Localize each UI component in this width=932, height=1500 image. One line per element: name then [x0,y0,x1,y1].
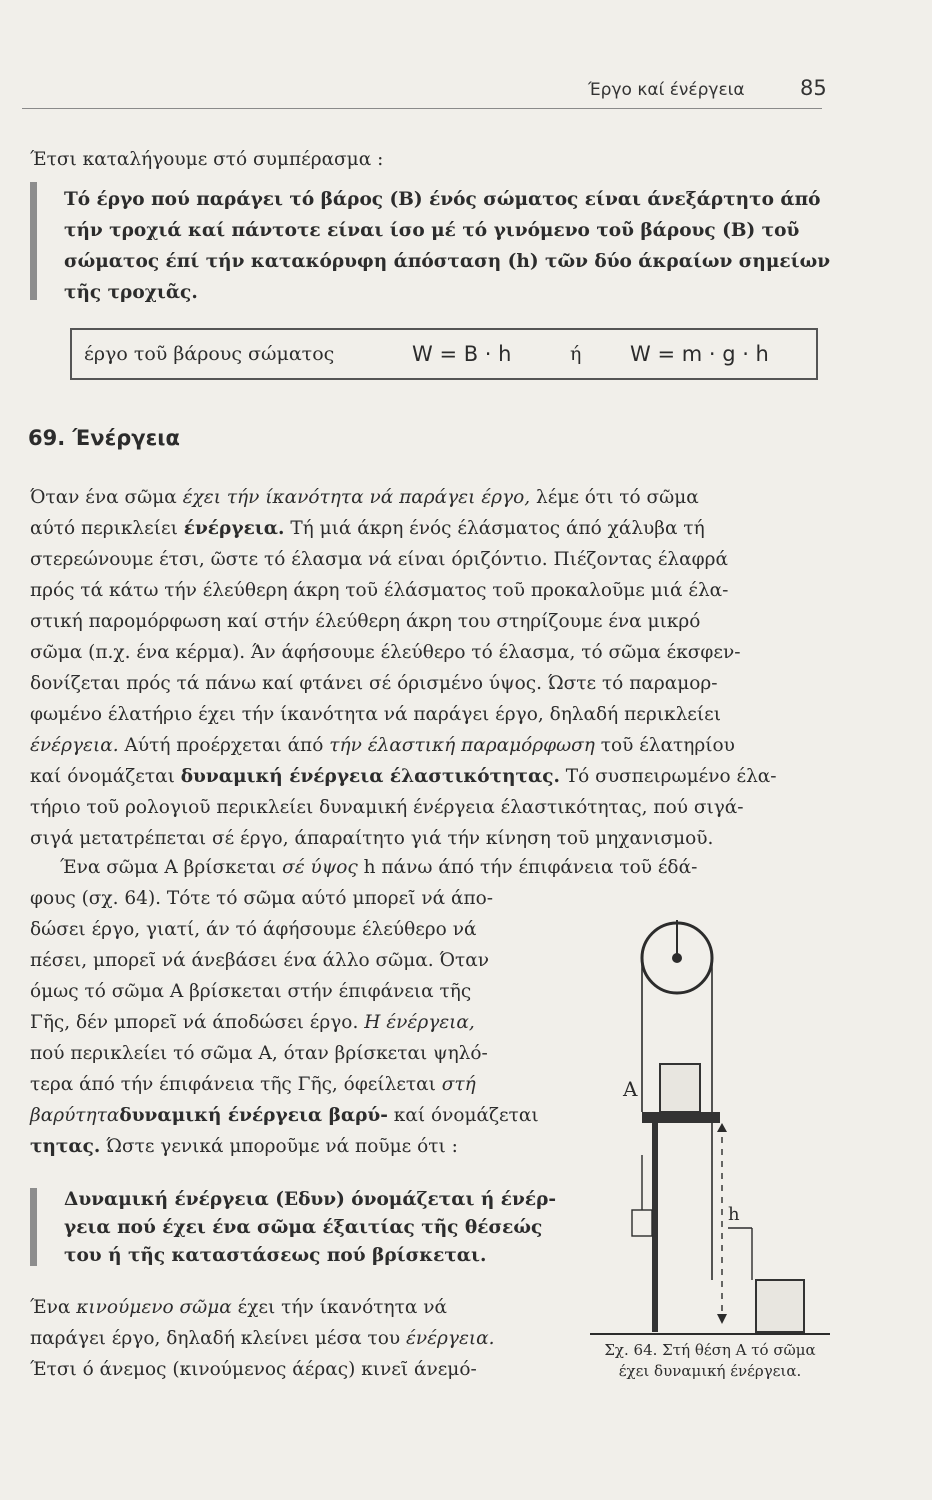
text-span: δυναμική ένέργεια βαρύ- [119,1105,388,1126]
text-span: σέ ύψος [282,857,358,878]
rule-highlight-bar [30,182,37,300]
text-line [30,1327,495,1351]
text-span: δώσει έργο, γιατί, άν τό άφήσουμε έλεύθερο νά [30,919,477,940]
formula-or: ή [570,343,582,365]
text-line [30,1104,539,1128]
text-line [30,949,489,973]
text-span: λέμε ότι τό σῶμα [530,487,699,508]
text-span: δυναμική ένέργεια έλαστικότητας. [180,766,560,787]
text-span: σῶμα (π.χ. ένα κέρμα). Άν άφήσουμε έλεύθερο τό έλασμα, τό σῶμα έκσφεν- [30,642,741,663]
text-line [30,1042,488,1066]
text-line [30,1135,458,1159]
header-rule [22,108,822,109]
caption-line: Σχ. 64. Στή θέση Α τό σῶμα [604,1341,816,1359]
caption-line: έχει δυναμική ένέργεια. [618,1362,802,1380]
text-span: τοῦ έλατηρίου [594,735,735,756]
text-span: ένέργεια. [405,1328,495,1349]
text-span: στή [441,1074,476,1095]
text-span: Όταν ένα σῶμα [30,487,183,508]
text-line [30,1073,476,1097]
text-span: πού περικλείει τό σῶμα Α, όταν βρίσκεται ψηλό- [30,1043,488,1064]
rule-line: τῆς τροχιᾶς. [64,282,198,303]
text-line [30,486,699,510]
block-b [756,1280,804,1332]
label-h: h [728,1204,740,1225]
text-span: όμως τό σῶμα Α βρίσκεται στήν έπιφάνεια τῆς [30,981,472,1002]
text-span: κινούμενο σῶμα [76,1297,232,1318]
formula-box [70,328,818,380]
text-span: ένέργεια. [30,735,119,756]
text-span: πέσει, μπορεῖ νά άνεβάσει ένα άλλο σῶμα. Όταν [30,950,489,971]
section-title: Ένέργεια [72,426,180,450]
height-arrow-down-icon [717,1314,727,1324]
text-span: έχει τήν ίκανότητα νά [231,1297,447,1318]
rule-line: Τό έργο πού παράγει τό βάρος (Β) ένός σώματος είναι άνεξάρτητο άπό [64,189,821,210]
rule-line: σώματος έπί τήν κατακόρυφη άπόσταση (h) τῶν δύο άκραίων σημείων [64,251,831,272]
text-span: Αύτή προέρχεται άπό [118,735,330,756]
rule-line: τήν τροχιά καί πάντοτε είναι ίσο μέ τό γινόμενο τοῦ βάρους (Β) τοῦ [64,220,800,241]
text-span: τήριο τοῦ ρολογιοῦ περικλείει δυναμική ένέργεια έλαστικότητας, πού σιγά- [30,797,744,818]
text-span: δονίζεται πρός τά πάνω καί φτάνει σέ όρισμένο ύψος. Ώστε τό παραμορ- [30,673,718,694]
text-span: Έτσι ό άνεμος (κινούμενος άέρας) κινεῖ άνεμό- [30,1359,477,1380]
text-line [30,1296,447,1320]
text-span: έχει τήν ίκανότητα νά παράγει έργο, [182,487,531,508]
intro-line: Έτσι καταλήγουμε στό συμπέρασμα : [30,149,384,170]
text-line [30,918,476,942]
text-span: τητας. [30,1136,101,1157]
text-line [30,1011,475,1035]
text-line [30,887,493,911]
text-line [30,610,700,634]
label-a: A [623,1077,638,1101]
text-line [30,517,705,541]
text-span: φους (σχ. 64). Τότε τό σῶμα αύτό μπορεῖ νά άπο- [30,888,494,909]
text-line [30,579,728,603]
running-header: Έργο καί ένέργεια [588,80,745,100]
text-line [30,796,744,820]
formula-work-bh: W = B · h [412,342,512,366]
text-span: βαρύτητα [30,1105,120,1126]
section-number: 69. [28,426,66,450]
text-span: Γῆς, δέν μπορεῖ νά άποδώσει έργο. [30,1012,365,1033]
small-weight [632,1210,652,1236]
text-span: καί όνομάζεται [30,766,181,787]
text-line [30,548,728,572]
text-line [60,856,697,880]
text-line [30,827,713,851]
text-line [30,672,718,696]
text-line [30,1358,477,1382]
pulley-figure [590,920,830,1340]
text-span: στερεώνουμε έτσι, ῶστε τό έλασμα νά είναι όριζόντιο. Πιέζοντας έλαφρά [30,549,728,570]
text-span: σιγά μετατρέπεται σέ έργο, άπαραίτητο γιά τήν κίνηση τοῦ μηχανισμοῦ. [30,828,714,849]
text-span: ένέργεια. [183,518,285,539]
section-heading [28,426,180,450]
formula-work-mgh: W = m · g · h [630,342,769,366]
text-line [30,641,740,665]
text-span: πρός τά κάτω τήν έλεύθερη άκρη τοῦ έλάσματος τοῦ προκαλοῦμε μιά έλα- [30,580,729,601]
text-span: Ένα [30,1297,77,1318]
text-span: Τή μιά άκρη ένός έλάσματος άπό χάλυβα τή [284,518,705,539]
text-span: τήν έλαστική παραμόρφωση [329,735,595,756]
definition-line: του ή τῆς καταστάσεως πού βρίσκεται. [64,1245,487,1266]
block-a [660,1064,700,1112]
text-span: Τό συσπειρωμένο έλα- [559,766,777,787]
figure-caption [580,1340,840,1382]
text-span: Ένα σῶμα Α βρίσκεται [60,857,283,878]
text-span: Ώστε γενικά μποροῦμε νά ποῦμε ότι : [100,1136,458,1157]
text-span: παράγει έργο, δηλαδή κλείνει μέσα του [30,1328,406,1349]
text-span: καί όνομάζεται [387,1105,539,1126]
stand-shelf [642,1112,720,1123]
height-arrow-up-icon [717,1123,727,1132]
stand-post [652,1122,658,1332]
text-span: φωμένο έλατήριο έχει τήν ίκανότητα νά παράγει έργο, δηλαδή περικλείει [30,704,721,725]
definition-line: γεια πού έχει ένα σῶμα έξαιτίας τῆς θέσεώς [64,1217,543,1238]
text-span: στική παρομόρφωση καί στήν έλεύθερη άκρη του στηρίζουμε ένα μικρό [30,611,701,632]
definition-highlight-bar [30,1188,37,1266]
definition-line: Δυναμική ένέργεια (Εδυν) όνομάζεται ή ένέρ- [64,1189,557,1210]
text-line [30,980,471,1004]
formula-label: έργο τοῦ βάρους σώματος [84,343,335,365]
text-line [30,734,735,758]
text-line [30,765,777,789]
page-number: 85 [800,76,827,100]
text-span: Η ένέργεια, [364,1012,475,1033]
text-span: h πάνω άπό τήν έπιφάνεια τοῦ έδά- [357,857,698,878]
text-span: αύτό περικλείει [30,518,184,539]
text-span: τερα άπό τήν έπιφάνεια τῆς Γῆς, όφείλεται [30,1074,442,1095]
text-line [30,703,721,727]
